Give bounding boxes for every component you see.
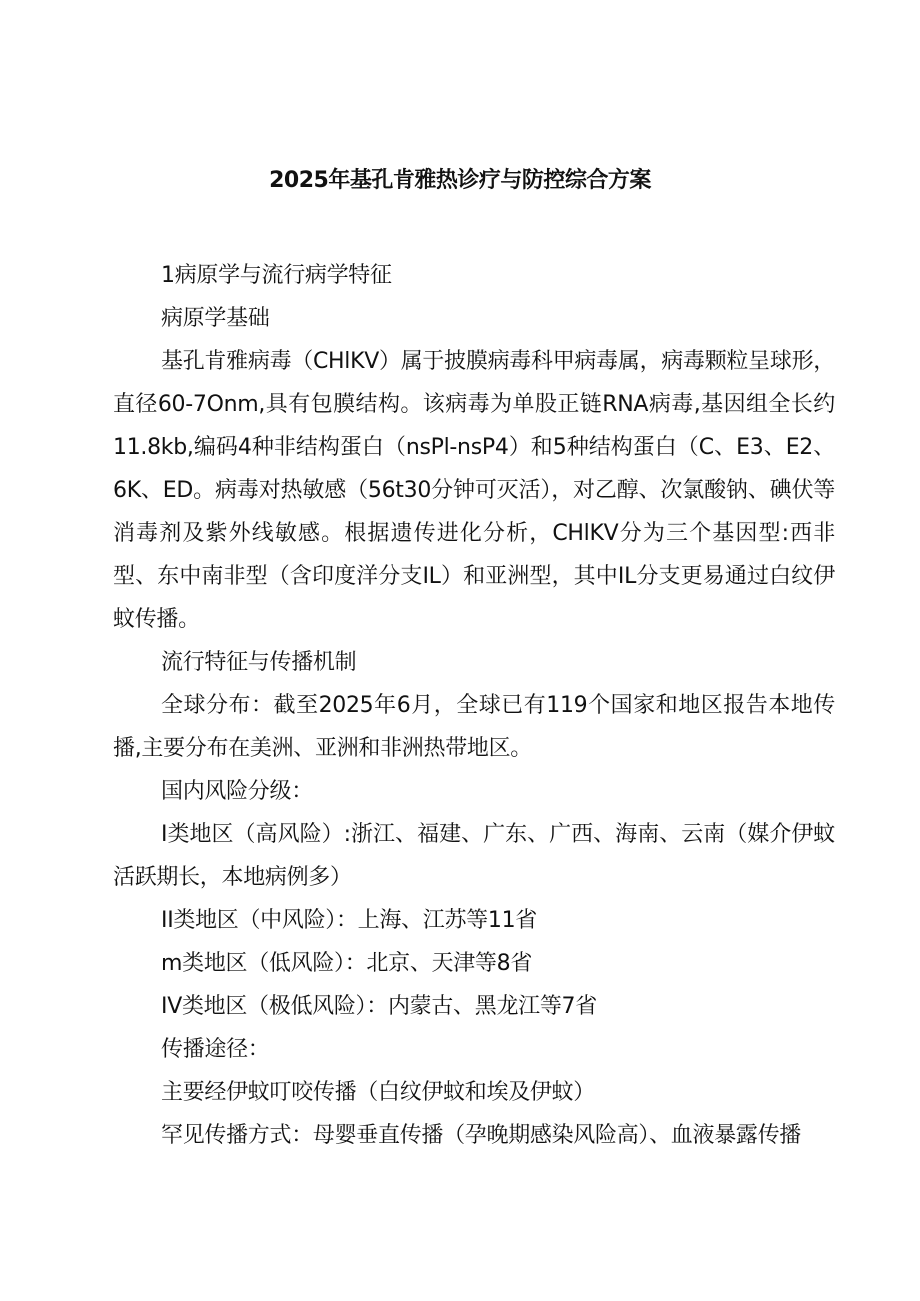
paragraph-pathogen-basics: 基孔肯雅病毒（CHlKV）属于披膜病毒科甲病毒属，病毒颗粒呈球形，直径60-7Onm,具有包膜结构。该病毒为单股正链RNA病毒,基因组全长约11.8kb,编码4种非结构蛋白（nsPl-nsP4）和5种结构蛋白（C、E3、E2、6K、ED。病毒对热敏感（56t30分钟可灭活），对乙醇、次氯酸钠、碘伏等消毒剂及紫外线敏感。根据遗传进化分析，CHlKV分为三个基因型:西非型、东中南非型（含印度洋分支IL）和亚洲型，其中IL分支更易通过白纹伊蚊传播。 (113, 349, 835, 632)
risk-level-2: II类地区（中风险）：上海、江苏等11省 (161, 908, 537, 933)
transmission-main: 主要经伊蚊叮咬传播（白纹伊蚊和埃及伊蚊） (161, 1080, 596, 1105)
document-body (113, 254, 835, 1157)
subsection-heading-epidemic: 流行特征与传播机制 (161, 650, 357, 675)
risk-level-4: IV类地区（极低风险）：内蒙古、黑龙江等7省 (161, 994, 597, 1019)
paragraph-global-distribution: 全球分布：截至2025年6月，全球已有119个国家和地区报告本地传播,主要分布在美洲、亚洲和非洲热带地区。 (113, 693, 835, 761)
transmission-rare: 罕见传播方式：母婴垂直传播（孕晚期感染风险高）、血液暴露传播 (161, 1123, 802, 1148)
risk-level-3: m类地区（低风险）：北京、天津等8省 (161, 951, 533, 976)
domestic-risk-heading: 国内风险分级： (161, 779, 313, 804)
subsection-heading-pathogen: 病原学基础 (161, 306, 270, 331)
transmission-heading: 传播途径： (161, 1037, 270, 1062)
risk-level-1: I类地区（高风险）:浙江、福建、广东、广西、海南、云南（媒介伊蚊活跃期长，本地病例多） (113, 822, 835, 890)
section-heading-pathogen-epidemiology: 1病原学与流行病学特征 (161, 263, 392, 288)
document-title: 2025年基孔肯雅热诊疗与防控综合方案 (269, 168, 651, 193)
